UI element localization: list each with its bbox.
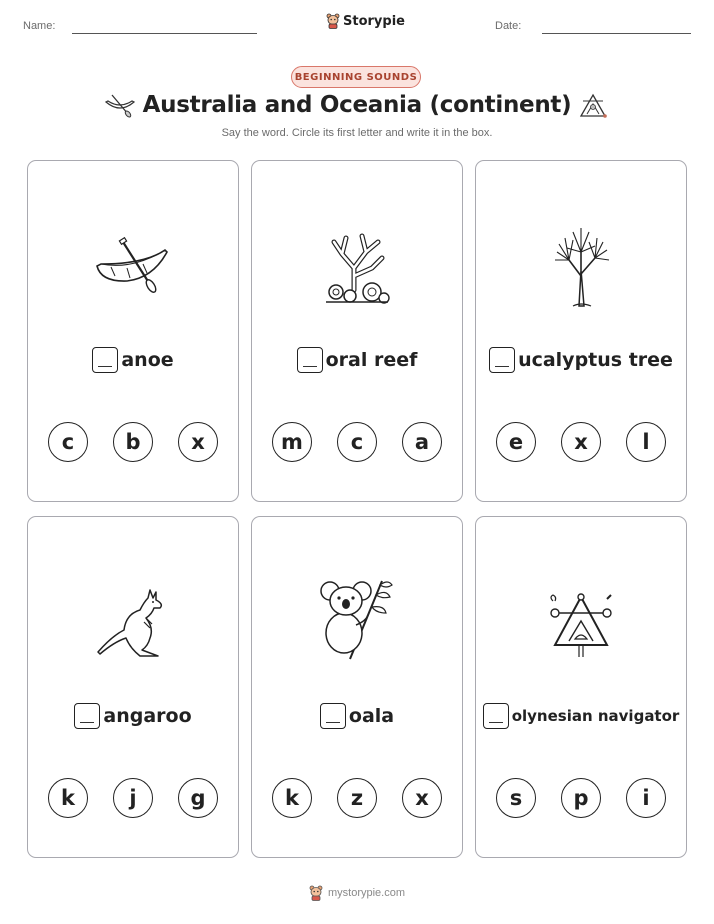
word-remainder: ucalyptus tree: [518, 349, 673, 371]
page-title: Australia and Oceania (continent): [142, 92, 572, 118]
letter-answer-box[interactable]: [92, 347, 118, 373]
letter-option[interactable]: c: [48, 422, 88, 462]
letter-option[interactable]: l: [626, 422, 666, 462]
letter-option[interactable]: a: [402, 422, 442, 462]
letter-options: [496, 422, 666, 462]
word-card-4: [27, 516, 239, 858]
name-label: Name:: [23, 20, 56, 32]
brand-name: Storypie: [343, 13, 405, 29]
polynesian-navigator-icon: [578, 92, 608, 122]
letter-option[interactable]: x: [561, 422, 601, 462]
word-remainder: olynesian navigator: [511, 707, 680, 725]
word-remainder: anoe: [121, 349, 174, 371]
beginning-sounds-badge: BEGINNING SOUNDS: [291, 66, 421, 88]
letter-option[interactable]: z: [337, 778, 377, 818]
letter-option[interactable]: j: [113, 778, 153, 818]
koala-icon: [320, 577, 394, 659]
letter-options: [272, 422, 442, 462]
instructions: Say the word. Circle its first letter and write it in the box.: [221, 127, 493, 139]
word-remainder: oral reef: [325, 349, 418, 371]
letter-answer-box[interactable]: [320, 703, 346, 729]
letter-option[interactable]: c: [337, 422, 377, 462]
storypie-mascot-icon: [309, 885, 323, 901]
letter-options: [48, 422, 218, 462]
letter-option[interactable]: x: [402, 778, 442, 818]
word-card-5: [251, 516, 463, 858]
polynesian-navigator-icon: [549, 593, 613, 659]
coral-reef-icon: [322, 228, 392, 304]
brand-logo: [326, 13, 405, 29]
kangaroo-icon: [96, 588, 170, 660]
date-line[interactable]: [542, 33, 691, 34]
letter-answer-box[interactable]: [297, 347, 323, 373]
letter-answer-box[interactable]: [489, 347, 515, 373]
letter-options: [272, 778, 442, 818]
letter-option[interactable]: x: [178, 422, 218, 462]
word-card-6: [475, 516, 687, 858]
footer: [0, 885, 714, 901]
eucalyptus-tree-icon: [551, 224, 611, 308]
letter-option[interactable]: s: [496, 778, 536, 818]
word-remainder: angaroo: [103, 705, 192, 727]
letter-option[interactable]: k: [48, 778, 88, 818]
word-remainder: oala: [348, 705, 395, 727]
letter-option[interactable]: p: [561, 778, 601, 818]
date-label: Date:: [495, 20, 522, 32]
canoe-icon: [93, 236, 173, 296]
letter-options: [48, 778, 218, 818]
letter-options: [496, 778, 666, 818]
footer-url[interactable]: mystorypie.com: [327, 887, 406, 899]
storypie-mascot-icon: [326, 13, 340, 29]
letter-answer-box[interactable]: [483, 703, 509, 729]
name-line[interactable]: [72, 33, 257, 34]
letter-option[interactable]: i: [626, 778, 666, 818]
word-card-3: [475, 160, 687, 502]
letter-option[interactable]: k: [272, 778, 312, 818]
word-card-1: [27, 160, 239, 502]
letter-option[interactable]: m: [272, 422, 312, 462]
letter-option[interactable]: b: [113, 422, 153, 462]
word-card-2: [251, 160, 463, 502]
letter-answer-box[interactable]: [74, 703, 100, 729]
letter-option[interactable]: g: [178, 778, 218, 818]
letter-option[interactable]: e: [496, 422, 536, 462]
